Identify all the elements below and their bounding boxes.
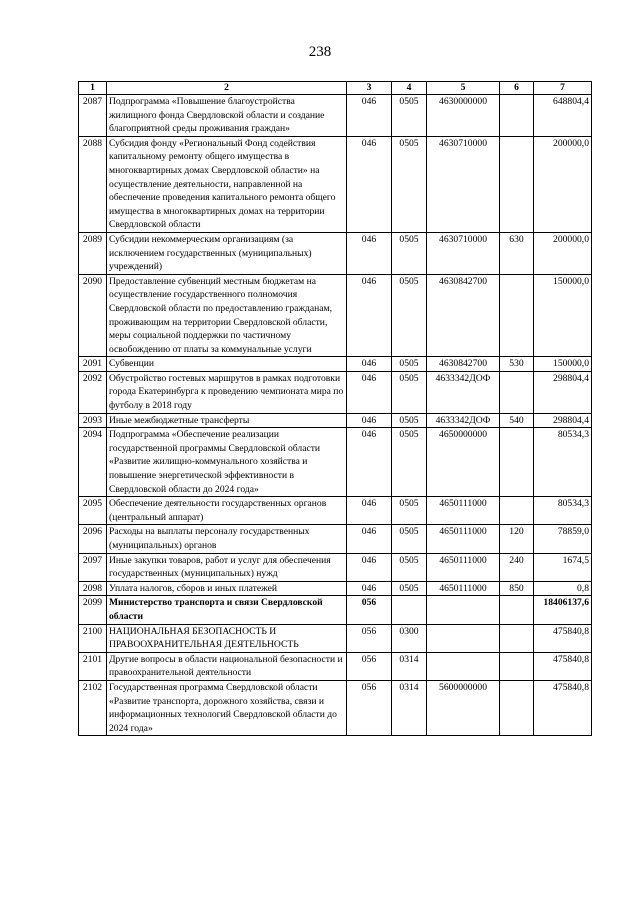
table-row xyxy=(79,497,592,525)
row-name: Уплата налогов, сборов и иных платежей xyxy=(107,581,347,596)
row-code-3: 046 xyxy=(347,371,392,413)
row-amount: 475840,8 xyxy=(534,624,592,652)
column-header: 7 xyxy=(534,82,592,95)
row-number: 2092 xyxy=(79,371,107,413)
row-number: 2087 xyxy=(79,95,107,137)
row-code-5 xyxy=(427,624,500,652)
row-code-3: 046 xyxy=(347,232,392,274)
row-amount: 80534,3 xyxy=(534,497,592,525)
row-number: 2089 xyxy=(79,232,107,274)
table-row xyxy=(79,232,592,274)
row-code-4: 0505 xyxy=(392,525,427,553)
table-row xyxy=(79,596,592,624)
row-code-5: 4630842700 xyxy=(427,274,500,357)
row-code-3: 046 xyxy=(347,136,392,232)
row-code-3: 046 xyxy=(347,95,392,137)
row-name: Иные межбюджетные трансферты xyxy=(107,413,347,428)
table-row xyxy=(79,274,592,357)
row-code-4: 0505 xyxy=(392,95,427,137)
table-row xyxy=(79,357,592,372)
row-amount: 298804,4 xyxy=(534,413,592,428)
table-row xyxy=(79,428,592,497)
table-body xyxy=(79,95,592,736)
row-amount: 200000,0 xyxy=(534,136,592,232)
row-code-4: 0314 xyxy=(392,652,427,680)
row-amount: 0,8 xyxy=(534,581,592,596)
row-code-6 xyxy=(500,274,534,357)
row-code-3: 056 xyxy=(347,624,392,652)
row-code-3: 046 xyxy=(347,525,392,553)
row-number: 2102 xyxy=(79,680,107,735)
row-number: 2095 xyxy=(79,497,107,525)
table-row xyxy=(79,95,592,137)
column-header: 1 xyxy=(79,82,107,95)
row-amount: 150000,0 xyxy=(534,357,592,372)
row-code-4: 0505 xyxy=(392,553,427,581)
row-code-4: 0505 xyxy=(392,136,427,232)
row-code-5 xyxy=(427,652,500,680)
row-code-4: 0505 xyxy=(392,232,427,274)
row-code-5: 4630000000 xyxy=(427,95,500,137)
table-row xyxy=(79,652,592,680)
row-name: НАЦИОНАЛЬНАЯ БЕЗОПАСНОСТЬ И ПРАВООХРАНИТЕЛЬНАЯ ДЕЯТЕЛЬНОСТЬ xyxy=(107,624,347,652)
row-name: Расходы на выплаты персоналу государственных (муниципальных) органов xyxy=(107,525,347,553)
table-row xyxy=(79,413,592,428)
table-row xyxy=(79,624,592,652)
column-header: 3 xyxy=(347,82,392,95)
page-number: 238 xyxy=(308,44,332,60)
row-code-6: 540 xyxy=(500,413,534,428)
row-number: 2096 xyxy=(79,525,107,553)
row-number: 2100 xyxy=(79,624,107,652)
row-code-4: 0505 xyxy=(392,497,427,525)
row-code-6: 530 xyxy=(500,357,534,372)
table-row xyxy=(79,525,592,553)
row-code-3: 046 xyxy=(347,581,392,596)
column-header: 5 xyxy=(427,82,500,95)
row-code-6 xyxy=(500,596,534,624)
row-code-5: 4650111000 xyxy=(427,581,500,596)
row-code-5: 4630842700 xyxy=(427,357,500,372)
row-code-3: 056 xyxy=(347,680,392,735)
table-row xyxy=(79,581,592,596)
row-code-3: 046 xyxy=(347,413,392,428)
row-code-5 xyxy=(427,596,500,624)
row-code-6 xyxy=(500,497,534,525)
row-name: Другие вопросы в области национальной безопасности и правоохранительной деятельности xyxy=(107,652,347,680)
row-code-4: 0505 xyxy=(392,428,427,497)
row-amount: 298804,4 xyxy=(534,371,592,413)
row-code-4: 0505 xyxy=(392,357,427,372)
row-code-5: 5600000000 xyxy=(427,680,500,735)
row-code-6 xyxy=(500,624,534,652)
row-code-6 xyxy=(500,680,534,735)
row-code-5: 4633342ДОФ xyxy=(427,371,500,413)
row-code-6: 850 xyxy=(500,581,534,596)
row-number: 2097 xyxy=(79,553,107,581)
row-code-3: 046 xyxy=(347,497,392,525)
row-code-6 xyxy=(500,371,534,413)
row-name: Подпрограмма «Обеспечение реализации государственной программы Свердловской области «Развитие жилищно-коммунального хозяйства и повышение энергетической эффективности в Свердловской области до 2024 года» xyxy=(107,428,347,497)
row-number: 2098 xyxy=(79,581,107,596)
budget-table xyxy=(78,81,592,736)
table-header-row xyxy=(79,82,592,95)
table-row xyxy=(79,371,592,413)
row-amount: 150000,0 xyxy=(534,274,592,357)
row-code-5: 4630710000 xyxy=(427,232,500,274)
row-code-4: 0300 xyxy=(392,624,427,652)
row-code-4 xyxy=(392,596,427,624)
row-code-5: 4650111000 xyxy=(427,525,500,553)
row-code-4: 0314 xyxy=(392,680,427,735)
row-amount: 78859,0 xyxy=(534,525,592,553)
row-code-3: 046 xyxy=(347,357,392,372)
row-code-5: 4650111000 xyxy=(427,497,500,525)
column-header: 2 xyxy=(107,82,347,95)
row-code-6: 240 xyxy=(500,553,534,581)
row-name: Министерство транспорта и связи Свердловской области xyxy=(107,596,347,624)
row-name: Предоставление субвенций местным бюджетам на осуществление государственного полномочия Свердловской области по предоставлению гражданам, проживающим на территории Свердловской области, меры социальной поддержки по частичному освобождению от платы за коммунальные услуги xyxy=(107,274,347,357)
row-amount: 200000,0 xyxy=(534,232,592,274)
row-amount: 475840,8 xyxy=(534,680,592,735)
row-name: Иные закупки товаров, работ и услуг для обеспечения государственных (муниципальных) нужд xyxy=(107,553,347,581)
row-code-3: 056 xyxy=(347,652,392,680)
row-number: 2099 xyxy=(79,596,107,624)
row-amount: 1674,5 xyxy=(534,553,592,581)
row-name: Подпрограмма «Повышение благоустройства жилищного фонда Свердловской области и создание благоприятной среды проживания граждан» xyxy=(107,95,347,137)
row-amount: 80534,3 xyxy=(534,428,592,497)
row-code-6 xyxy=(500,428,534,497)
table-row xyxy=(79,136,592,232)
row-code-4: 0505 xyxy=(392,413,427,428)
column-header: 6 xyxy=(500,82,534,95)
row-code-6: 120 xyxy=(500,525,534,553)
row-name: Субсидия фонду «Региональный Фонд содействия капитальному ремонту общего имущества в многоквартирных домах Свердловской области» на осуществление деятельности, направленной на обеспечение проведения капитального ремонта общего имущества в многоквартирных домах на территории Свердловской области xyxy=(107,136,347,232)
row-code-3: 046 xyxy=(347,428,392,497)
row-number: 2088 xyxy=(79,136,107,232)
row-name: Субсидии некоммерческим организациям (за исключением государственных (муниципальных) учреждений) xyxy=(107,232,347,274)
row-name: Государственная программа Свердловской области «Развитие транспорта, дорожного хозяйства, связи и информационных технологий Свердловской области до 2024 года» xyxy=(107,680,347,735)
row-amount: 18406137,6 xyxy=(534,596,592,624)
table-row xyxy=(79,553,592,581)
row-code-5: 4650111000 xyxy=(427,553,500,581)
row-code-4: 0505 xyxy=(392,274,427,357)
row-code-6: 630 xyxy=(500,232,534,274)
row-code-3: 046 xyxy=(347,553,392,581)
row-code-4: 0505 xyxy=(392,371,427,413)
row-number: 2101 xyxy=(79,652,107,680)
row-code-5: 4630710000 xyxy=(427,136,500,232)
row-code-6 xyxy=(500,136,534,232)
column-header: 4 xyxy=(392,82,427,95)
table-row xyxy=(79,680,592,735)
row-number: 2093 xyxy=(79,413,107,428)
row-code-6 xyxy=(500,652,534,680)
row-number: 2091 xyxy=(79,357,107,372)
row-code-3: 056 xyxy=(347,596,392,624)
row-number: 2090 xyxy=(79,274,107,357)
row-name: Обустройство гостевых маршрутов в рамках подготовки города Екатеринбурга к проведению чемпионата мира по футболу в 2018 году xyxy=(107,371,347,413)
row-code-5: 4650000000 xyxy=(427,428,500,497)
row-amount: 475840,8 xyxy=(534,652,592,680)
row-code-5: 4633342ДОФ xyxy=(427,413,500,428)
row-name: Обеспечение деятельности государственных органов (центральный аппарат) xyxy=(107,497,347,525)
row-number: 2094 xyxy=(79,428,107,497)
row-code-4: 0505 xyxy=(392,581,427,596)
row-code-3: 046 xyxy=(347,274,392,357)
row-code-6 xyxy=(500,95,534,137)
row-amount: 648804,4 xyxy=(534,95,592,137)
row-name: Субвенции xyxy=(107,357,347,372)
